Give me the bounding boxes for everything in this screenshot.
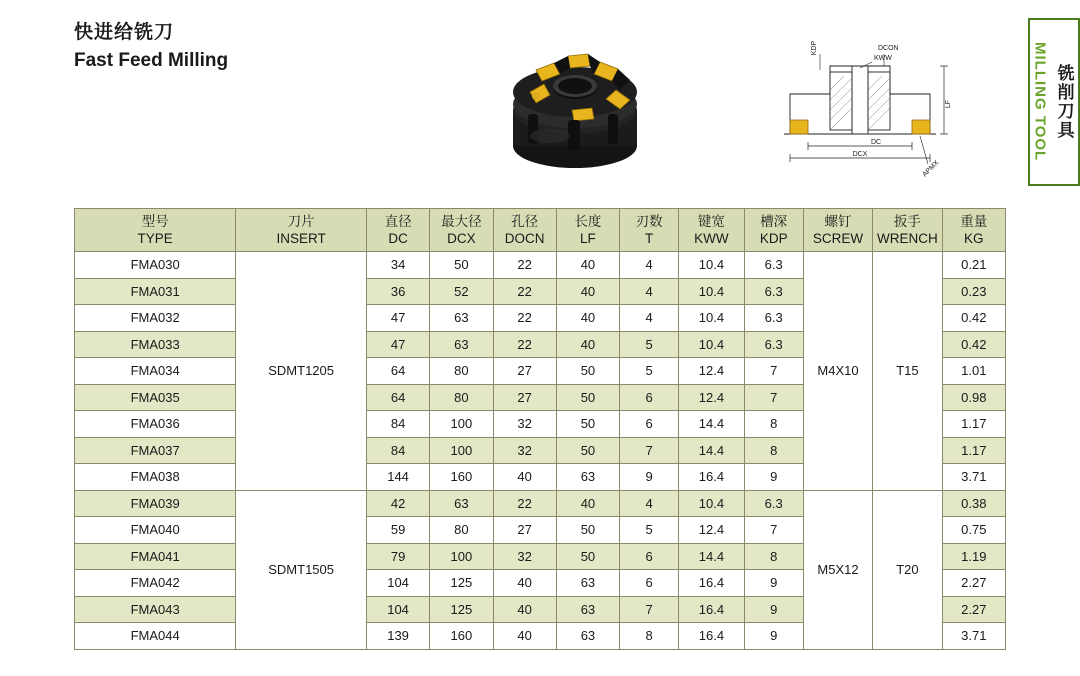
cell-t: 4 xyxy=(620,252,679,279)
cell-dcx: 100 xyxy=(430,411,493,438)
cell-dc: 34 xyxy=(366,252,429,279)
col-insert-en: INSERT xyxy=(276,231,326,246)
section-tab-cn: 铣削刀具 xyxy=(1054,64,1074,140)
col-t xyxy=(620,209,679,252)
cell-kww: 12.4 xyxy=(679,517,744,544)
cell-t: 7 xyxy=(620,596,679,623)
cell-lf: 50 xyxy=(556,517,619,544)
cell-kww: 10.4 xyxy=(679,252,744,279)
cell-kdp: 8 xyxy=(744,437,803,464)
cell-type: FMA038 xyxy=(75,464,236,491)
cell-dc: 84 xyxy=(366,411,429,438)
cell-kww: 12.4 xyxy=(679,358,744,385)
col-kdp-en: KDP xyxy=(759,231,788,246)
col-lf xyxy=(556,209,619,252)
col-wrench xyxy=(873,209,942,252)
cell-kg: 3.71 xyxy=(942,464,1005,491)
cell-t: 8 xyxy=(620,623,679,650)
cell-docn: 40 xyxy=(493,596,556,623)
label-dcon: DCON xyxy=(878,45,899,52)
cell-kg: 0.98 xyxy=(942,384,1005,411)
col-t-en: T xyxy=(645,231,654,246)
cell-kg: 0.38 xyxy=(942,490,1005,517)
cell-t: 4 xyxy=(620,278,679,305)
cell-dc: 47 xyxy=(366,305,429,332)
cell-dc: 59 xyxy=(366,517,429,544)
cell-dcx: 160 xyxy=(430,623,493,650)
cell-kdp: 6.3 xyxy=(744,252,803,279)
section-tab xyxy=(1028,18,1080,186)
col-kdp xyxy=(744,209,803,252)
col-screw-en: SCREW xyxy=(812,231,864,246)
cell-kdp: 6.3 xyxy=(744,278,803,305)
cell-screw: M4X10 xyxy=(803,252,872,491)
col-type xyxy=(75,209,236,252)
cell-kww: 14.4 xyxy=(679,437,744,464)
cell-dcx: 80 xyxy=(430,517,493,544)
cell-lf: 50 xyxy=(556,358,619,385)
cell-dc: 104 xyxy=(366,596,429,623)
col-dcx xyxy=(430,209,493,252)
col-kww xyxy=(679,209,744,252)
cell-docn: 40 xyxy=(493,464,556,491)
cell-insert: SDMT1205 xyxy=(236,252,367,491)
page-header xyxy=(0,0,1080,190)
label-kww: KWW xyxy=(874,55,892,62)
cell-dcx: 52 xyxy=(430,278,493,305)
cell-kdp: 6.3 xyxy=(744,490,803,517)
cell-wrench: T15 xyxy=(873,252,942,491)
cell-kdp: 6.3 xyxy=(744,331,803,358)
cell-dcx: 63 xyxy=(430,490,493,517)
cell-kww: 14.4 xyxy=(679,411,744,438)
cell-dc: 139 xyxy=(366,623,429,650)
cell-docn: 22 xyxy=(493,305,556,332)
cell-kdp: 9 xyxy=(744,464,803,491)
cell-dc: 64 xyxy=(366,384,429,411)
cell-wrench: T20 xyxy=(873,490,942,649)
cell-kdp: 8 xyxy=(744,543,803,570)
col-lf-cn: 长度 xyxy=(574,214,602,229)
col-kww-cn: 键宽 xyxy=(697,214,725,229)
cell-lf: 63 xyxy=(556,570,619,597)
cell-dcx: 100 xyxy=(430,437,493,464)
col-dc-en: DC xyxy=(388,231,408,246)
cell-kdp: 8 xyxy=(744,411,803,438)
cell-kww: 10.4 xyxy=(679,490,744,517)
cell-t: 5 xyxy=(620,331,679,358)
table-row xyxy=(75,490,1006,517)
cell-t: 6 xyxy=(620,543,679,570)
cell-lf: 40 xyxy=(556,490,619,517)
cell-type: FMA040 xyxy=(75,517,236,544)
label-lf: LF xyxy=(945,99,952,109)
cell-type: FMA043 xyxy=(75,596,236,623)
cell-kg: 1.01 xyxy=(942,358,1005,385)
cell-lf: 50 xyxy=(556,543,619,570)
cell-docn: 27 xyxy=(493,384,556,411)
cell-t: 4 xyxy=(620,490,679,517)
cell-lf: 40 xyxy=(556,252,619,279)
spec-table xyxy=(74,208,1006,650)
cell-kg: 1.19 xyxy=(942,543,1005,570)
cell-kdp: 7 xyxy=(744,384,803,411)
cell-t: 5 xyxy=(620,517,679,544)
cell-kg: 2.27 xyxy=(942,570,1005,597)
cell-kdp: 7 xyxy=(744,517,803,544)
cell-type: FMA034 xyxy=(75,358,236,385)
cell-t: 9 xyxy=(620,464,679,491)
col-docn xyxy=(493,209,556,252)
cell-t: 6 xyxy=(620,570,679,597)
cell-type: FMA031 xyxy=(75,278,236,305)
cell-docn: 22 xyxy=(493,252,556,279)
col-lf-en: LF xyxy=(580,231,596,246)
cell-type: FMA044 xyxy=(75,623,236,650)
col-kg-en: KG xyxy=(964,231,984,246)
cell-kdp: 9 xyxy=(744,596,803,623)
cell-type: FMA033 xyxy=(75,331,236,358)
cell-dcx: 50 xyxy=(430,252,493,279)
cell-docn: 27 xyxy=(493,517,556,544)
col-type-en: TYPE xyxy=(137,231,173,246)
cell-docn: 22 xyxy=(493,490,556,517)
col-screw-cn: 螺钉 xyxy=(824,214,852,229)
cell-screw: M5X12 xyxy=(803,490,872,649)
cell-type: FMA035 xyxy=(75,384,236,411)
page-title-en: Fast Feed Milling xyxy=(74,50,229,71)
technical-drawing xyxy=(760,24,960,184)
cell-kww: 16.4 xyxy=(679,570,744,597)
table-header-row xyxy=(75,209,1006,252)
cell-docn: 32 xyxy=(493,411,556,438)
cell-docn: 22 xyxy=(493,331,556,358)
cell-type: FMA042 xyxy=(75,570,236,597)
spec-table-body xyxy=(75,252,1006,650)
page-title xyxy=(74,20,228,74)
cell-t: 6 xyxy=(620,411,679,438)
cell-dc: 47 xyxy=(366,331,429,358)
cell-kg: 0.75 xyxy=(942,517,1005,544)
cell-dcx: 63 xyxy=(430,305,493,332)
cell-kg: 2.27 xyxy=(942,596,1005,623)
cell-lf: 63 xyxy=(556,596,619,623)
cell-kww: 12.4 xyxy=(679,384,744,411)
cell-t: 4 xyxy=(620,305,679,332)
cell-type: FMA039 xyxy=(75,490,236,517)
milling-cutter-illustration xyxy=(480,18,670,183)
col-wrench-en: WRENCH xyxy=(877,231,938,246)
cell-dc: 104 xyxy=(366,570,429,597)
cell-dcx: 125 xyxy=(430,570,493,597)
col-kg xyxy=(942,209,1005,252)
cell-type: FMA030 xyxy=(75,252,236,279)
label-dcx: DCX xyxy=(852,151,868,158)
label-apmx: APMX xyxy=(921,159,941,179)
col-dcx-en: DCX xyxy=(447,231,476,246)
cell-dc: 79 xyxy=(366,543,429,570)
cell-docn: 32 xyxy=(493,437,556,464)
label-dc: DC xyxy=(870,139,882,146)
cell-dc: 36 xyxy=(366,278,429,305)
table-row xyxy=(75,252,1006,279)
cell-lf: 40 xyxy=(556,331,619,358)
cell-kww: 16.4 xyxy=(679,464,744,491)
cell-kg: 0.42 xyxy=(942,331,1005,358)
cell-t: 5 xyxy=(620,358,679,385)
col-dcx-cn: 最大径 xyxy=(441,214,482,229)
cell-kww: 10.4 xyxy=(679,278,744,305)
cell-kww: 10.4 xyxy=(679,305,744,332)
col-kww-en: KWW xyxy=(694,231,729,246)
cell-insert: SDMT1505 xyxy=(236,490,367,649)
cell-type: FMA041 xyxy=(75,543,236,570)
cell-docn: 22 xyxy=(493,278,556,305)
col-type-cn: 型号 xyxy=(141,214,169,229)
cell-dcx: 80 xyxy=(430,384,493,411)
cell-kdp: 9 xyxy=(744,623,803,650)
section-tab-en: MILLING TOOL xyxy=(1031,42,1049,162)
cell-kww: 14.4 xyxy=(679,543,744,570)
cell-dc: 64 xyxy=(366,358,429,385)
cell-type: FMA037 xyxy=(75,437,236,464)
cell-kg: 0.42 xyxy=(942,305,1005,332)
col-docn-cn: 孔径 xyxy=(511,214,539,229)
cell-lf: 50 xyxy=(556,384,619,411)
cell-dcx: 63 xyxy=(430,331,493,358)
col-wrench-cn: 扳手 xyxy=(893,214,921,229)
cell-dcx: 80 xyxy=(430,358,493,385)
cell-docn: 32 xyxy=(493,543,556,570)
product-photo xyxy=(480,18,670,183)
cell-dc: 144 xyxy=(366,464,429,491)
cell-kdp: 9 xyxy=(744,570,803,597)
cell-kg: 3.71 xyxy=(942,623,1005,650)
cell-kg: 1.17 xyxy=(942,411,1005,438)
cell-kg: 0.21 xyxy=(942,252,1005,279)
label-kdp: KDP xyxy=(811,40,818,56)
cell-lf: 63 xyxy=(556,464,619,491)
cell-kdp: 6.3 xyxy=(744,305,803,332)
col-t-cn: 刃数 xyxy=(635,214,663,229)
col-kdp-cn: 槽深 xyxy=(760,214,788,229)
col-dc xyxy=(366,209,429,252)
cell-docn: 40 xyxy=(493,570,556,597)
cell-lf: 63 xyxy=(556,623,619,650)
col-docn-en: DOCN xyxy=(504,231,545,246)
col-insert xyxy=(236,209,367,252)
cell-lf: 50 xyxy=(556,437,619,464)
col-screw xyxy=(803,209,872,252)
cell-lf: 40 xyxy=(556,305,619,332)
cell-kg: 0.23 xyxy=(942,278,1005,305)
col-dc-cn: 直径 xyxy=(384,214,412,229)
cell-kdp: 7 xyxy=(744,358,803,385)
cell-kg: 1.17 xyxy=(942,437,1005,464)
cell-dcx: 100 xyxy=(430,543,493,570)
cell-t: 6 xyxy=(620,384,679,411)
cell-type: FMA036 xyxy=(75,411,236,438)
cell-kww: 16.4 xyxy=(679,623,744,650)
cell-dcx: 125 xyxy=(430,596,493,623)
cell-dcx: 160 xyxy=(430,464,493,491)
page-title-cn: 快进给铣刀 xyxy=(74,22,175,43)
cell-dc: 42 xyxy=(366,490,429,517)
col-kg-cn: 重量 xyxy=(960,214,988,229)
cell-docn: 40 xyxy=(493,623,556,650)
spec-table-container xyxy=(74,208,1006,650)
dimension-diagram xyxy=(760,24,960,184)
col-insert-cn: 刀片 xyxy=(287,214,315,229)
cell-dc: 84 xyxy=(366,437,429,464)
cell-lf: 50 xyxy=(556,411,619,438)
cell-docn: 27 xyxy=(493,358,556,385)
cell-type: FMA032 xyxy=(75,305,236,332)
cell-t: 7 xyxy=(620,437,679,464)
cell-lf: 40 xyxy=(556,278,619,305)
cell-kww: 10.4 xyxy=(679,331,744,358)
cell-kww: 16.4 xyxy=(679,596,744,623)
